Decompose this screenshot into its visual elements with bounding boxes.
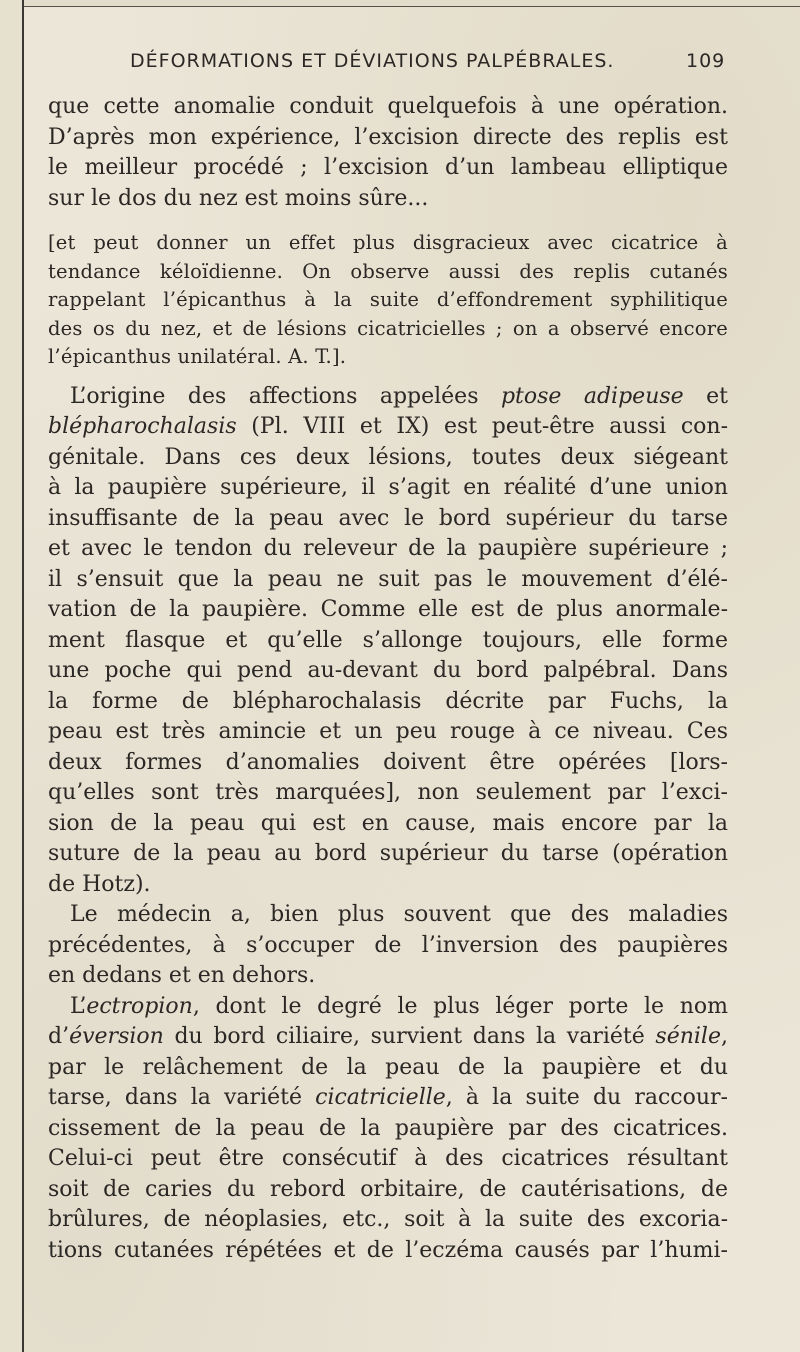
text-line: en dedans et en dehors.: [48, 963, 316, 988]
text-run: (Pl. VIII et IX) est peut-être aussi con-: [236, 414, 728, 439]
text-line: précédentes, à s’occuper de l’inversion des paupières: [48, 932, 728, 958]
text-line: [48, 992, 728, 1023]
text-line: que cette anomalie conduit quelquefois à une opération.: [48, 94, 728, 119]
text-line: soit de caries du rebord orbitaire, de cautérisations, de: [48, 1176, 728, 1202]
note-line: [et peut donner un effet plus disgracieux avec cicatrice à: [48, 231, 728, 254]
running-head: DÉFORMATIONS ET DÉVIATIONS PALPÉBRALES.: [130, 50, 615, 72]
italic-term: blépharochalasis: [48, 414, 237, 439]
text-line: vation de la paupière. Comme elle est de plus anormale-: [48, 597, 728, 622]
text-run: , dont le degré le plus léger porte le nom: [192, 993, 728, 1019]
text-line: suture de la peau au bord supérieur du tarse (opération: [48, 841, 728, 866]
text-line: il s’ensuit que la peau ne suit pas le mouvement d’élé-: [48, 566, 728, 592]
paragraph-inversion: [48, 900, 728, 992]
text-line: brûlures, de néoplasies, etc., soit à la suite des excoria-: [48, 1207, 728, 1232]
text-line: de Hotz).: [48, 871, 151, 897]
text-run: du bord ciliaire, survient dans la variété: [163, 1024, 656, 1049]
page-top-edge: [0, 0, 800, 7]
paragraph-ptose: [48, 382, 728, 901]
italic-term: éversion: [69, 1024, 164, 1049]
paragraph-spacer: [48, 372, 728, 382]
text-run: L’origine des affections appelées: [70, 383, 501, 409]
text-line: deux formes d’anomalies doivent être opérées [lors-: [48, 749, 728, 775]
paragraph-ectropion: [48, 992, 728, 1267]
text-line: sion de la peau qui est en cause, mais encore par la: [48, 810, 728, 836]
translator-note: [48, 229, 728, 372]
text-line: peau est très amincie et un peu rouge à ce niveau. Ces: [48, 719, 728, 744]
text-line: [48, 382, 728, 413]
text-line: [48, 1022, 728, 1053]
italic-term: cicatricielle: [315, 1085, 446, 1110]
paragraph-continuation: [48, 92, 728, 214]
text-line: par le relâchement de la peau de la paupière et du: [48, 1054, 728, 1080]
italic-term: ectropion: [86, 993, 193, 1019]
text-line: insuffisante de la peau avec le bord supérieur du tarse: [48, 505, 728, 531]
text-line: une poche qui pend au-devant du bord palpébral. Dans: [48, 658, 728, 683]
page-number: 109: [686, 50, 726, 72]
text-line: qu’elles sont très marquées], non seulement par l’exci-: [48, 780, 728, 805]
note-line: tendance kéloïdienne. On observe aussi des replis cutanés: [48, 259, 728, 283]
italic-term: sénile: [655, 1024, 721, 1049]
text-line: à la paupière supérieure, il s’agit en réalité d’une union: [48, 475, 728, 500]
paragraph-spacer: [48, 214, 728, 229]
text-line: Celui-ci peut être consécutif à des cicatrices résultant: [48, 1146, 728, 1171]
text-line: cissement de la peau de la paupière par des cicatrices.: [48, 1115, 728, 1141]
body-text: [48, 92, 728, 1266]
italic-term: ptose adipeuse: [500, 383, 684, 409]
text-line: sur le dos du nez est moins sûre...: [48, 185, 429, 211]
page-left-margin-line: [0, 0, 24, 1352]
text-line: et avec le tendon du releveur de la paupière supérieure ;: [48, 536, 728, 561]
text-run: L’: [70, 993, 87, 1019]
text-line: la forme de blépharochalasis décrite par Fuchs, la: [48, 688, 728, 714]
text-line: génitale. Dans ces deux lésions, toutes deux siégeant: [48, 444, 728, 470]
text-run: et: [683, 383, 728, 409]
text-run: , à la suite du raccour-: [445, 1085, 728, 1110]
text-line: le meilleur procédé ; l’excision d’un lambeau elliptique: [48, 155, 728, 180]
note-line: l’épicanthus unilatéral. A. T.].: [48, 345, 347, 368]
text-run: d’: [48, 1024, 70, 1049]
note-line: rappelant l’épicanthus à la suite d’effondrement syphilitique: [48, 288, 728, 311]
text-run: tarse, dans la variété: [48, 1085, 316, 1110]
note-line: des os du nez, et de lésions cicatricielles ; on a observé encore: [48, 316, 728, 340]
text-run: ,: [721, 1024, 728, 1049]
text-line: [48, 1083, 728, 1114]
text-line: D’après mon expérience, l’excision directe des replis est: [48, 124, 728, 150]
text-line: [48, 412, 728, 443]
text-line: tions cutanées répétées et de l’eczéma causés par l’humi-: [48, 1237, 728, 1263]
text-line: Le médecin a, bien plus souvent que des maladies: [70, 902, 728, 927]
text-line: ment flasque et qu’elle s’allonge toujours, elle forme: [48, 627, 728, 653]
